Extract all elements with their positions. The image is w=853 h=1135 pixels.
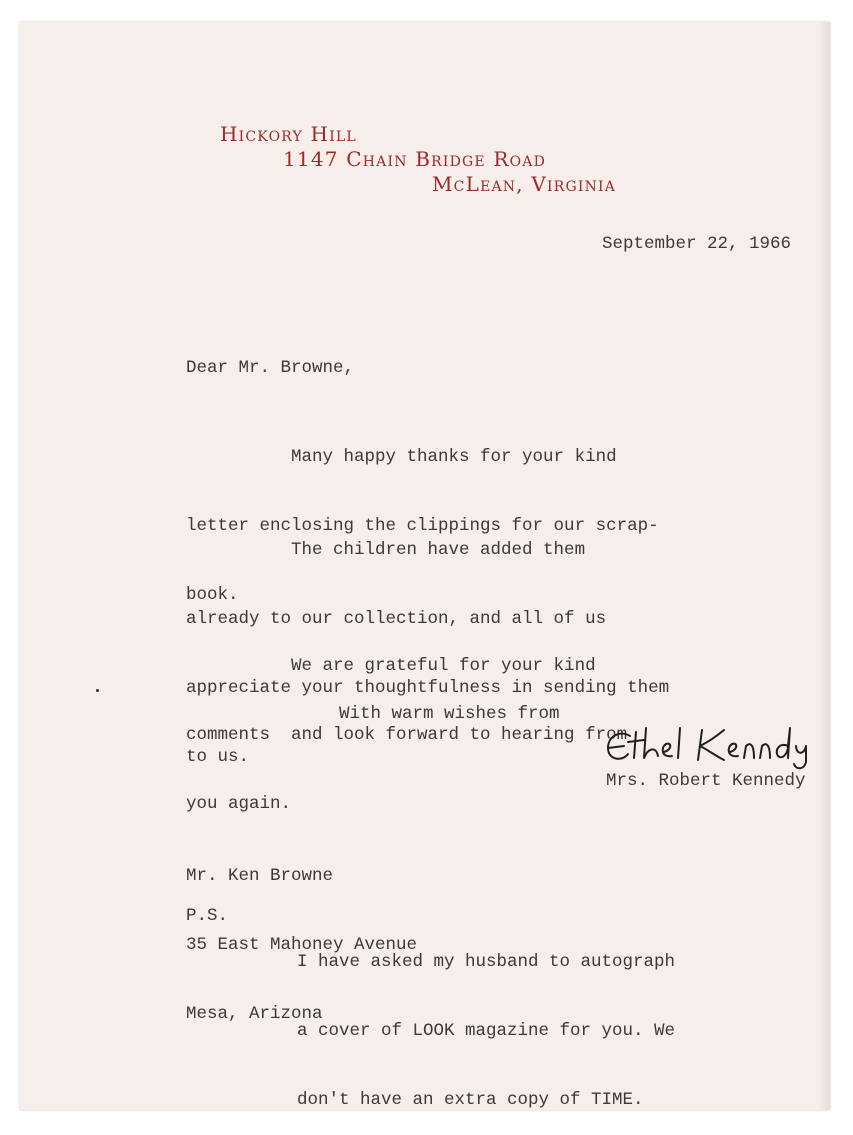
paragraph-line: you again. — [186, 794, 292, 814]
paragraph-line: appreciate your thoughtfulness in sending them — [186, 678, 670, 698]
paragraph-line: to us. — [186, 747, 250, 767]
letter-date: September 22, 1966 — [602, 234, 792, 254]
paragraph-line: We are grateful for your kind — [186, 656, 596, 676]
postscript-line: a cover of LOOK magazine for you. We — [297, 1021, 676, 1041]
handwritten-signature — [600, 722, 822, 772]
letterhead-estate-name: Hickory Hill — [220, 122, 357, 146]
closing: With warm wishes from — [339, 704, 560, 724]
paragraph-line: The children have added them — [186, 540, 586, 560]
paragraph-line: letter enclosing the clippings for our scrap- — [186, 516, 659, 536]
paragraph-line: already to our collection, and all of us — [186, 609, 607, 629]
recipient-street: 35 East Mahoney Avenue — [186, 935, 418, 955]
letterhead-city: McLean, Virginia — [432, 172, 617, 196]
letterhead-street: 1147 Chain Bridge Road — [283, 147, 547, 171]
paragraph-line: Many happy thanks for your kind — [186, 447, 617, 467]
paragraph-line: comments and look forward to hearing from — [186, 725, 628, 745]
paragraph-line: book. — [186, 585, 239, 605]
postscript-body — [297, 905, 675, 1135]
postscript-label: P.S. — [186, 906, 229, 926]
paper-speck — [96, 689, 99, 692]
postscript-line: I have asked my husband to autograph — [297, 952, 676, 972]
salutation: Dear Mr. Browne, — [186, 358, 355, 378]
recipient-name: Mr. Ken Browne — [186, 866, 334, 886]
postscript-line: don't have an extra copy of TIME. — [297, 1090, 644, 1110]
recipient-city: Mesa, Arizona — [186, 1004, 323, 1024]
signatory-name: Mrs. Robert Kennedy — [606, 771, 806, 791]
